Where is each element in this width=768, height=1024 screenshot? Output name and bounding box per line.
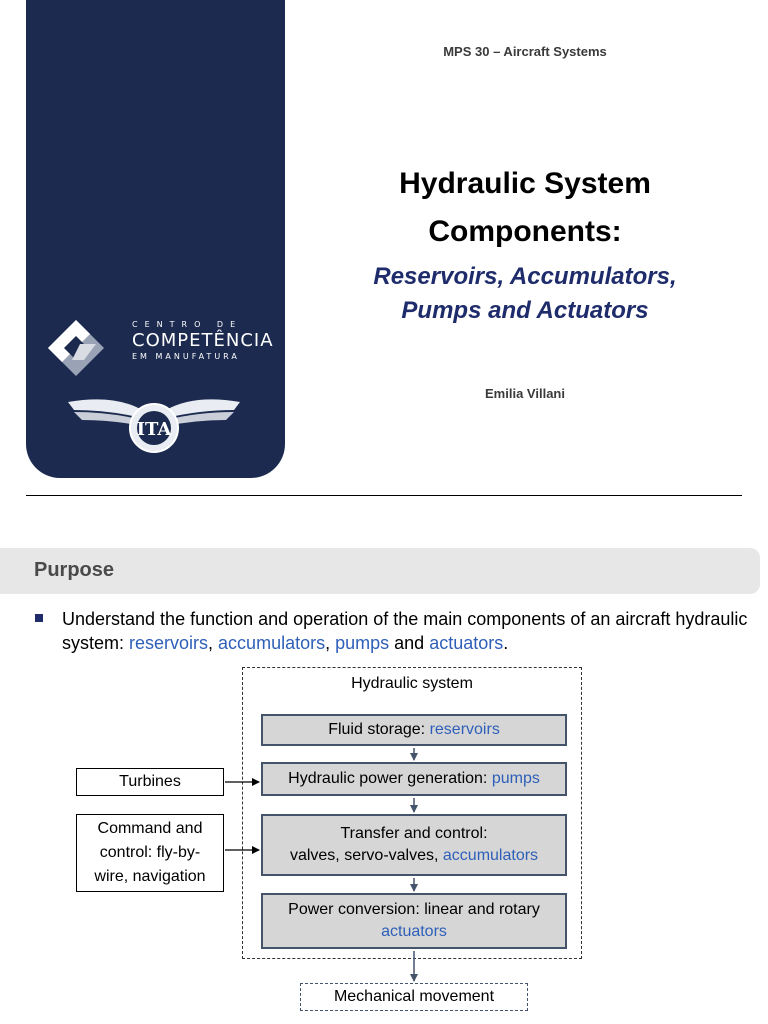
- reservoirs-term: reservoirs: [129, 633, 209, 653]
- input2-line-2: control: fly-by-: [99, 844, 201, 861]
- slide-subtitle: [330, 260, 720, 328]
- author-name: Emilia Villani: [485, 386, 565, 401]
- power-generation-box: [261, 762, 567, 796]
- bullet-and: and: [389, 633, 430, 653]
- box4-line-1: Power conversion: linear and rotary: [288, 901, 540, 918]
- actuators-term: actuators: [429, 633, 504, 653]
- logo-big-text: COMPETÊNCIA: [132, 330, 274, 351]
- box3-link: accumulators: [442, 847, 539, 864]
- mechanical-movement-box: [300, 983, 528, 1011]
- box3-line-1: Transfer and control:: [340, 825, 488, 842]
- logo-small-text-2: EM MANUFATURA: [132, 352, 240, 361]
- box2-link: pumps: [491, 770, 540, 787]
- subtitle-line-1: Reservoirs, Accumulators,: [373, 263, 677, 290]
- bullet-comma-2: ,: [325, 633, 336, 653]
- ita-logo-text: ITA: [136, 419, 172, 440]
- ita-winged-logo: [64, 388, 244, 460]
- logo-small-text: CENTRO DE: [132, 320, 243, 329]
- bullet-square-icon: [35, 614, 43, 622]
- bullet-comma-1: ,: [208, 633, 219, 653]
- hydraulic-system-label: Hydraulic system: [351, 675, 473, 692]
- box3-text: valves, servo-valves,: [289, 847, 443, 864]
- box2-text: Hydraulic power generation:: [288, 770, 492, 787]
- purpose-bullet: [62, 607, 752, 655]
- competencia-logo: [40, 316, 276, 380]
- power-conversion-box: [261, 893, 567, 949]
- slide-title: [330, 160, 720, 256]
- title-line-1: Hydraulic System: [399, 167, 651, 200]
- input2-line-1: Command and: [97, 820, 203, 837]
- box1-text: Fluid storage:: [328, 721, 430, 738]
- course-name: MPS 30 – Aircraft Systems: [443, 44, 607, 59]
- page-divider: [26, 495, 742, 496]
- title-slide: [0, 0, 768, 492]
- bullet-text-1: Understand the function and operation of the main components of an aircraft hydraulic system:: [62, 609, 748, 653]
- accumulators-term: accumulators: [218, 633, 326, 653]
- transfer-control-box: [261, 814, 567, 876]
- input2-line-3: wire, navigation: [94, 868, 206, 885]
- fluid-storage-box: [261, 714, 567, 746]
- turbines-input-box: [76, 768, 224, 796]
- command-control-input-box: [76, 814, 224, 892]
- box1-link: reservoirs: [429, 721, 500, 738]
- purpose-heading: Purpose: [34, 559, 115, 581]
- subtitle-line-2: Pumps and Actuators: [401, 297, 649, 324]
- diamond-logo-icon: [40, 316, 104, 380]
- turbines-label: Turbines: [119, 773, 181, 790]
- pumps-term: pumps: [335, 633, 390, 653]
- bullet-period: .: [503, 633, 509, 653]
- mechanical-movement-label: Mechanical movement: [333, 988, 495, 1005]
- title-line-2: Components:: [428, 215, 622, 248]
- box4-link: actuators: [381, 923, 447, 940]
